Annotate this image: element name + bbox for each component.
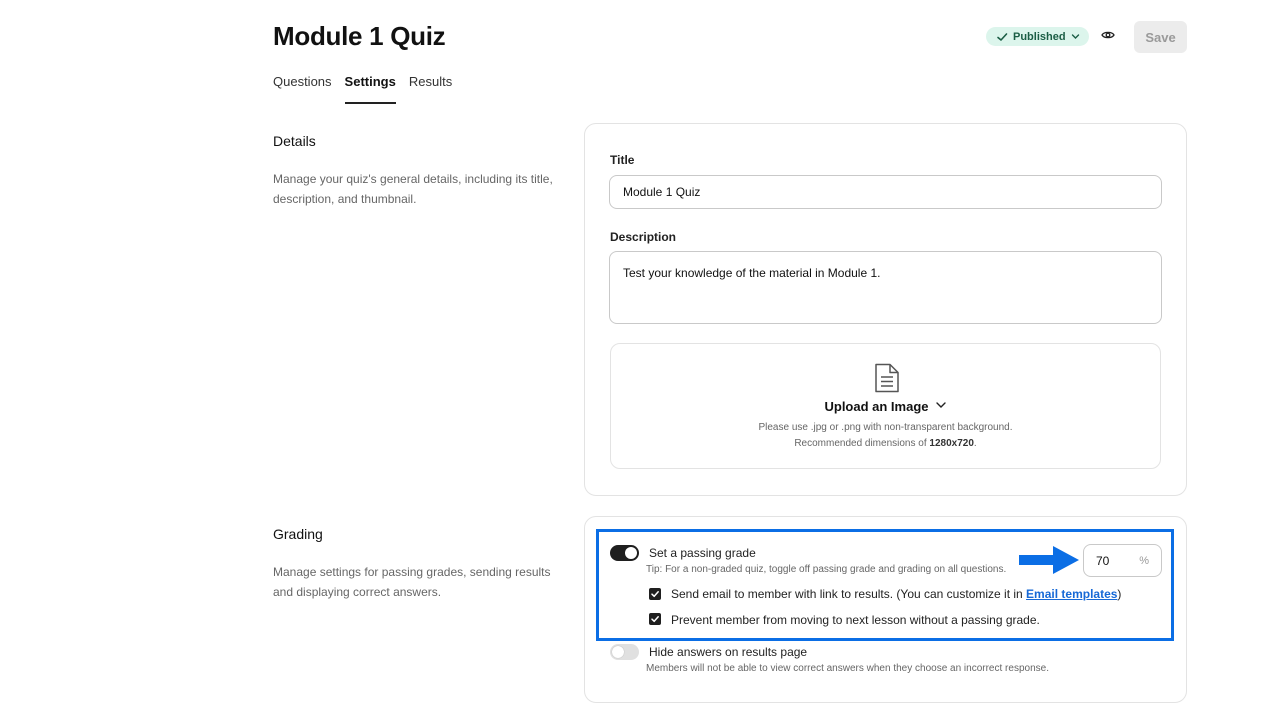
tab-results[interactable]: Results: [408, 74, 453, 89]
upload-hint-line1: Please use .jpg or .png with non-transparent background.: [758, 422, 1013, 433]
percent-unit: %: [1139, 554, 1149, 567]
passing-grade-field: [1083, 544, 1162, 577]
status-label: Published: [1013, 30, 1066, 43]
details-description: Manage your quiz's general details, including its title, description, and thumbnail.: [273, 172, 553, 206]
document-icon: [873, 363, 901, 398]
prevent-next-lesson-checkbox[interactable]: [649, 613, 661, 625]
hide-answers-label: Hide answers on results page: [649, 645, 808, 659]
passing-grade-input[interactable]: [1096, 554, 1132, 568]
title-label: Title: [610, 153, 635, 167]
upload-hint-prefix: Recommended dimensions of: [794, 438, 930, 449]
description-label: Description: [610, 230, 677, 244]
save-button[interactable]: Save: [1134, 21, 1187, 53]
status-dropdown[interactable]: [986, 27, 1089, 46]
tab-settings[interactable]: Settings: [345, 74, 396, 104]
grading-description: Manage settings for passing grades, sending results and displaying correct answers.: [273, 565, 551, 599]
passing-grade-toggle[interactable]: [610, 545, 639, 561]
toggle-knob: [625, 547, 637, 559]
prevent-next-lesson-label: Prevent member from moving to next lesson without a passing grade.: [671, 613, 1040, 627]
hide-answers-toggle[interactable]: [610, 644, 639, 660]
tab-bar: [273, 74, 452, 104]
preview-button[interactable]: [1098, 27, 1118, 47]
title-input[interactable]: [609, 175, 1162, 209]
upload-hint-suffix: .: [973, 438, 977, 449]
upload-hint-dimensions: 1280x720: [929, 438, 974, 449]
chevron-down-icon: [935, 399, 947, 414]
image-upload[interactable]: [610, 343, 1161, 469]
send-email-suffix: ): [1117, 587, 1122, 601]
upload-hint-line2: [611, 436, 1160, 452]
description-textarea[interactable]: [609, 251, 1162, 324]
upload-hint: [611, 420, 1160, 452]
arrow-right-icon: [1019, 546, 1079, 579]
check-icon: [996, 31, 1008, 43]
hide-answers-tip: Members will not be able to view correct answers when they choose an incorrect response.: [646, 663, 1049, 674]
send-email-text: Send email to member with link to results. (You can customize it in: [671, 587, 1027, 601]
tab-questions[interactable]: Questions: [273, 74, 332, 89]
upload-label: Upload an Image: [824, 399, 929, 414]
details-heading: Details: [273, 133, 316, 149]
send-email-label: [671, 587, 1121, 601]
toggle-knob: [612, 646, 624, 658]
email-templates-link[interactable]: Email templates: [1026, 587, 1118, 601]
passing-grade-tip: Tip: For a non-graded quiz, toggle off passing grade and grading on all questions.: [646, 564, 1007, 575]
grading-heading: Grading: [273, 526, 323, 542]
passing-grade-label: Set a passing grade: [649, 546, 756, 560]
page-title: Module 1 Quiz: [273, 21, 446, 51]
chevron-down-icon: [1071, 32, 1080, 41]
send-email-checkbox[interactable]: [649, 588, 661, 600]
eye-icon: [1101, 28, 1115, 47]
